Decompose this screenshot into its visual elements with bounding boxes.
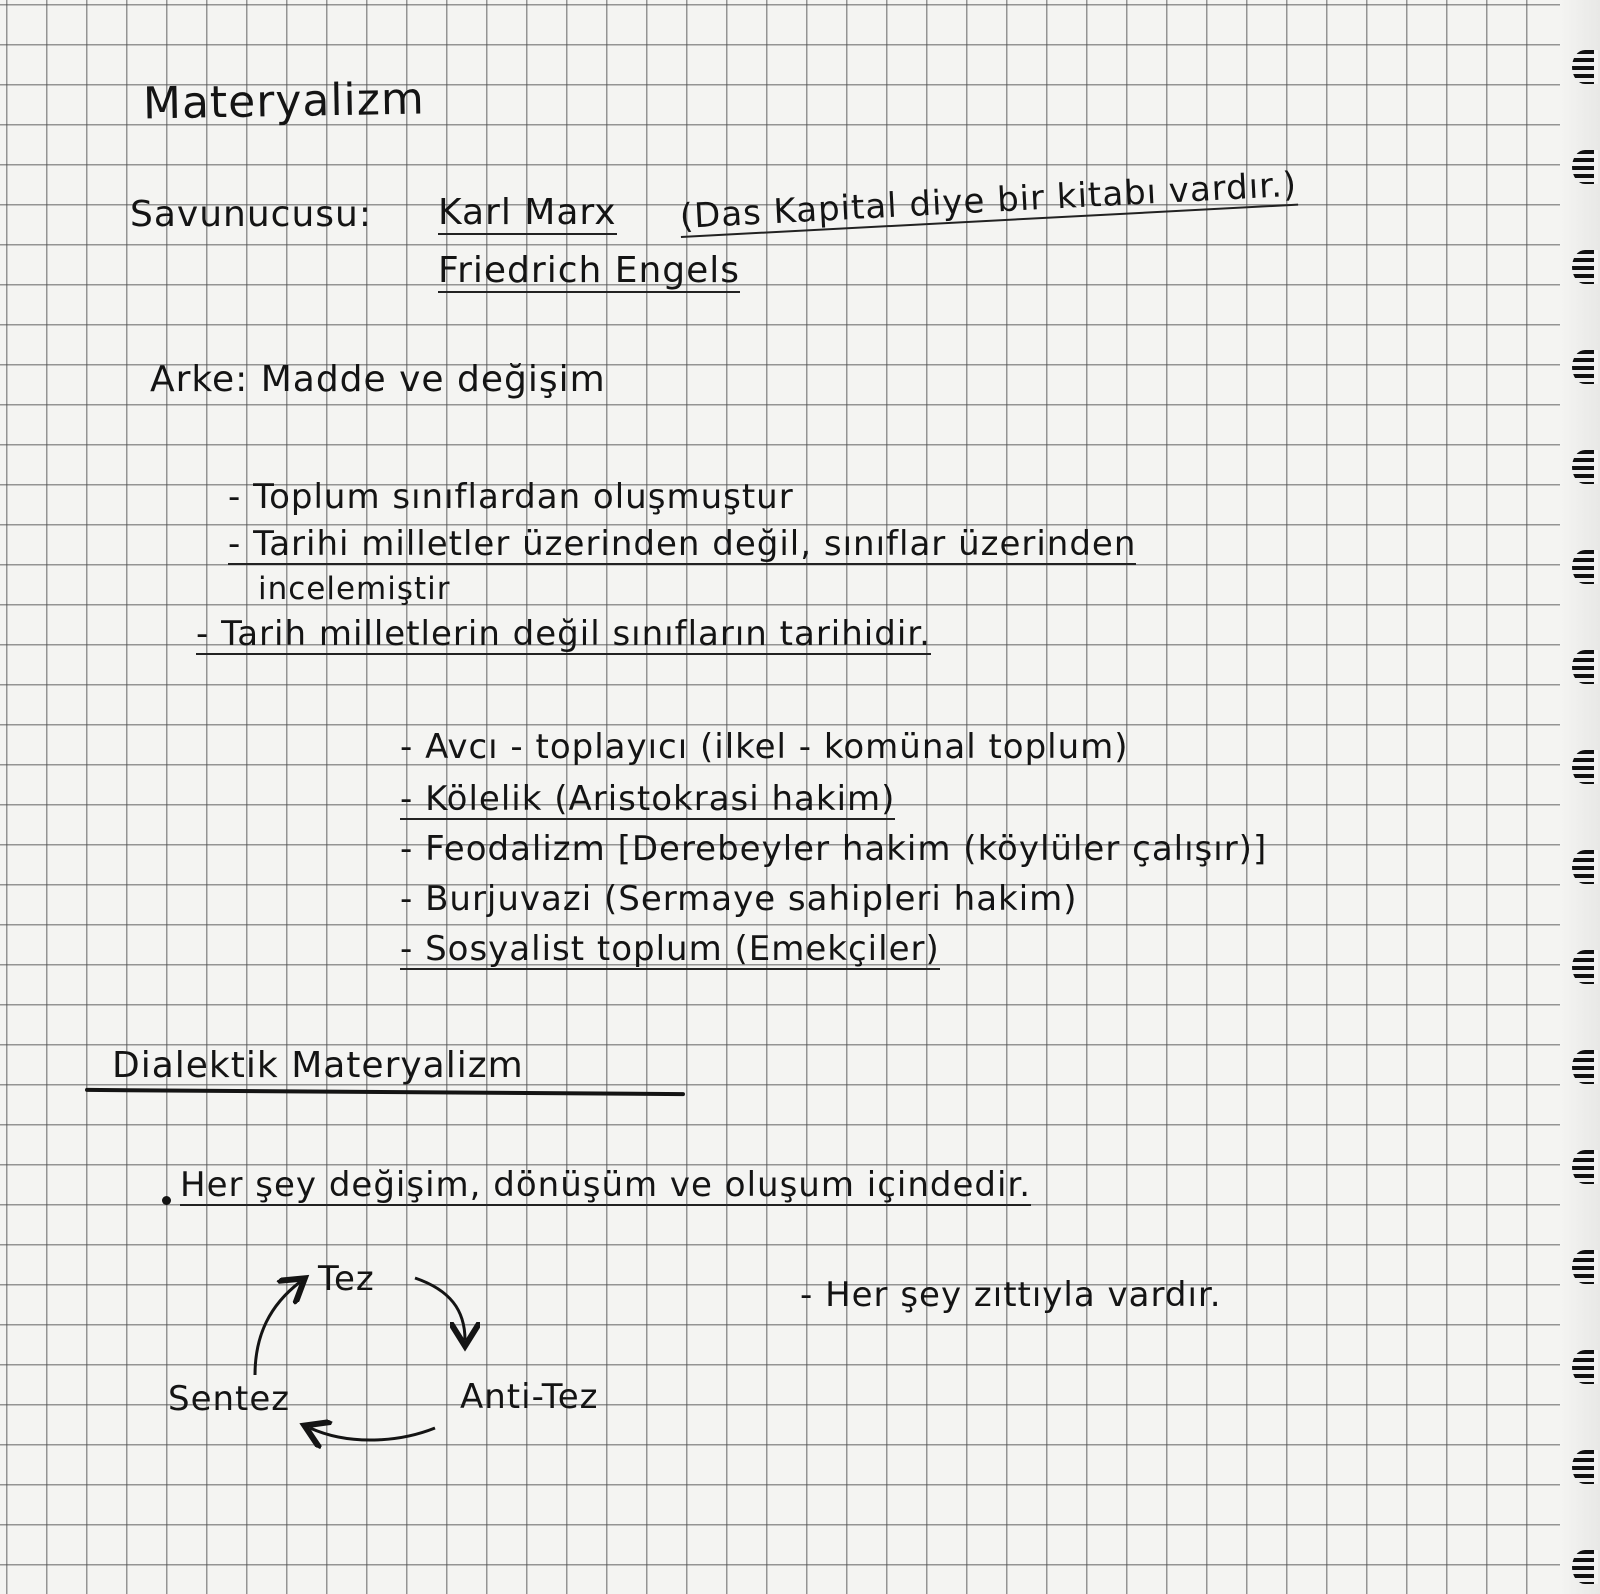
note-line-3: incelemiştir [258,571,451,607]
spiral-ring [1572,750,1598,784]
cycle-tez: Tez [318,1259,375,1299]
cycle-anti-tez: Anti-Tez [460,1377,599,1417]
spiral-ring [1572,1150,1598,1184]
page-title: Materyalizm [142,73,426,130]
spiral-ring [1572,950,1598,984]
spiral-ring [1572,650,1598,684]
defenders-label: Savunucusu: [130,194,372,235]
section-heading: Dialektik Materyalizm [112,1045,524,1086]
spiral-ring [1572,150,1598,184]
spiral-ring [1572,350,1598,384]
stage-item: - Kölelik (Aristokrasi hakim) [400,779,896,819]
spiral-ring [1572,450,1598,484]
cycle-arrows [160,1240,680,1470]
side-note: - Her şey zıttıyla vardır. [800,1275,1222,1315]
note-line-2: - Tarihi milletler üzerinden değil, sınıflar üzerinden [228,524,1137,564]
defender-note: (Das Kapital diye bir kitabı vardır.) [678,164,1299,237]
stage-item: - Feodalizm [Derebeyler hakim (köylüler çalışır)] [400,829,1268,869]
stage-item: - Sosyalist toplum (Emekçiler) [400,929,940,969]
spiral-ring [1572,1350,1598,1384]
arrow-sentez-to-tez [255,1282,300,1375]
arrow-tez-to-antitez [415,1278,465,1340]
spiral-ring [1572,1050,1598,1084]
arrow-antitez-to-sentez [310,1428,435,1440]
spiral-ring [1572,1450,1598,1484]
spiral-ring [1572,850,1598,884]
stage-item: - Avcı - toplayıcı (ilkel - komünal toplum) [400,727,1129,767]
note-line-1: - Toplum sınıflardan oluşmuştur [228,477,794,517]
spiral-ring [1572,1250,1598,1284]
spiral-ring [1572,50,1598,84]
stage-item: - Burjuvazi (Sermaye sahipleri hakim) [400,879,1078,919]
note-line-4: - Tarih milletlerin değil sınıfların tarihidir. [196,614,931,654]
arke-line: Arke: Madde ve değişim [150,359,606,400]
defender-karl-marx: Karl Marx [438,192,617,233]
spiral-ring [1572,1550,1598,1584]
defender-engels: Friedrich Engels [438,250,741,291]
spiral-binding [1560,0,1600,1594]
spiral-ring [1572,550,1598,584]
cycle-sentez: Sentez [168,1379,291,1419]
heading-underline [85,1088,685,1096]
bullet-icon [162,1196,171,1205]
spiral-ring [1572,250,1598,284]
bullet-text: Her şey değişim, dönüşüm ve oluşum içindedir. [180,1165,1032,1205]
